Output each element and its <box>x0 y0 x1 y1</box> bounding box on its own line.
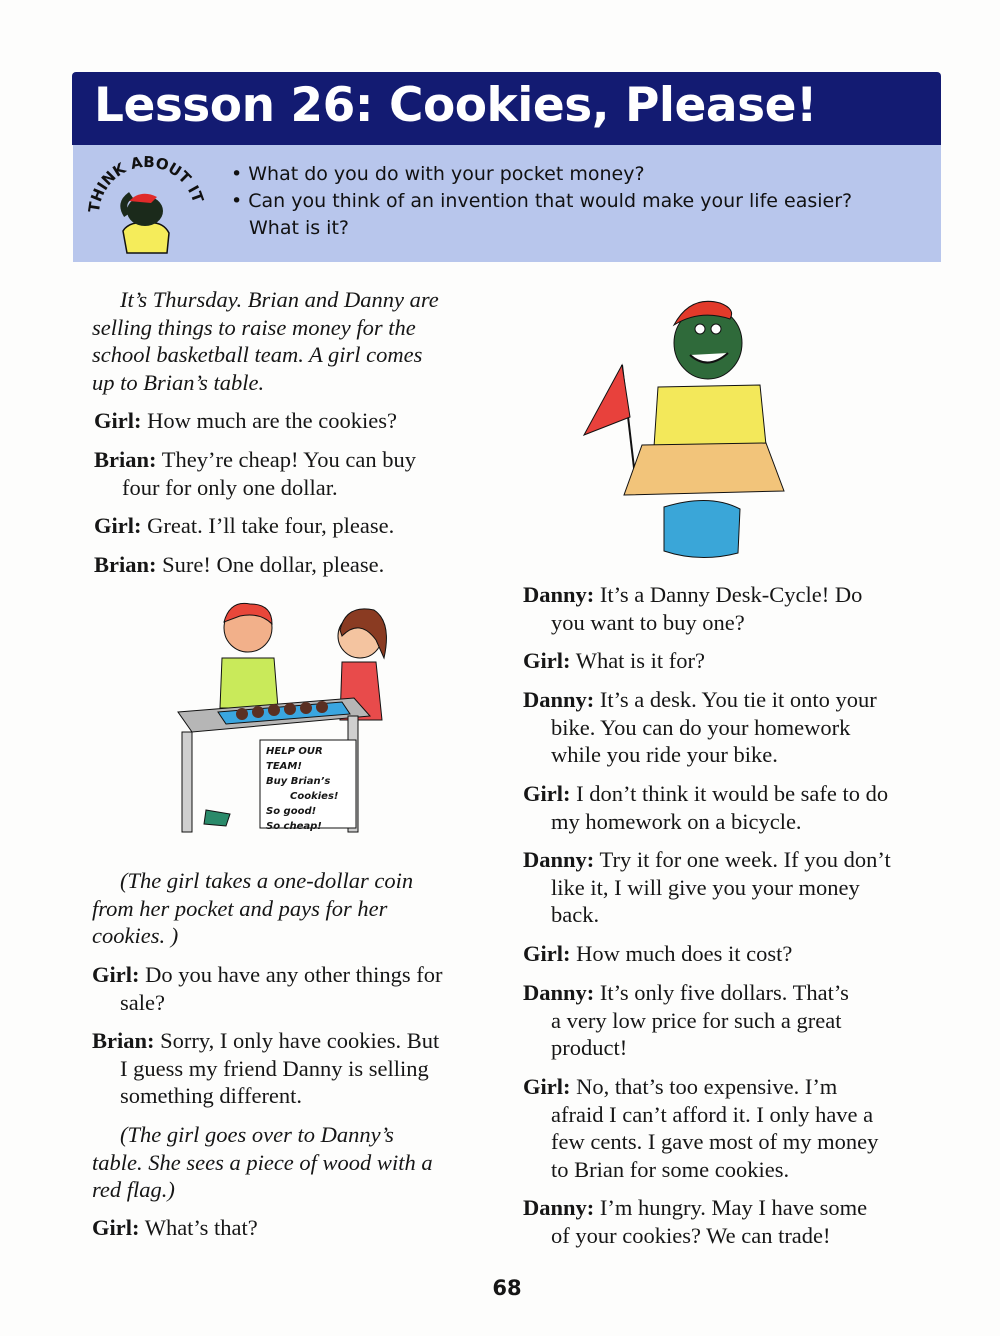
dialogue-line: Brian: They’re cheap! You can buy four for only one dollar. <box>94 447 417 500</box>
narration: (The girl goes over to Danny’s table. She sees a piece of wood with a red flag.) <box>92 1122 433 1202</box>
dialogue-line: Danny: Try it for one week. If you don’t like it, I will give you your money back. <box>523 847 891 927</box>
dialogue-line: Danny: It’s a desk. You tie it onto your bike. You can do your homework while you ride your bike. <box>523 687 877 767</box>
cookie-sign <box>266 744 360 834</box>
sign-line: Buy Brian’s <box>266 776 331 787</box>
sign-line: So cheap! <box>266 821 322 832</box>
dialogue-line: Danny: It’s only five dollars. That’s a very low price for such a great product! <box>523 980 849 1060</box>
discussion-questions <box>231 161 852 242</box>
svg-text:THINK ABOUT IT: THINK ABOUT IT <box>84 153 208 214</box>
dialogue-line: Girl: What’s that? <box>92 1215 258 1240</box>
dialogue-line: Girl: How much are the cookies? <box>94 408 398 433</box>
narration: (The girl takes a one-dollar coin from her pocket and pays for her cookies. ) <box>92 868 414 948</box>
dialogue-line: Danny: I’m hungry. May I have some of your cookies? We can trade! <box>523 1195 868 1248</box>
narration: It’s Thursday. Brian and Danny are selling things to raise money for the school basketball team. A girl comes up to Brian’s table. <box>92 287 439 395</box>
think-about-it-box <box>73 145 941 262</box>
dialogue-line: Danny: It’s a Danny Desk-Cycle! Do you want to buy one? <box>523 582 863 635</box>
dialogue-line: Girl: What is it for? <box>523 648 706 673</box>
sign-line: HELP OUR TEAM! <box>266 746 323 772</box>
dialogue-line: Girl: No, that’s too expensive. I’m afraid I can’t afford it. I only have a few cents. I gave most of my money to Brian for some cookies. <box>523 1074 879 1182</box>
lesson-header <box>72 72 941 145</box>
think-about-it-badge-icon <box>81 153 211 258</box>
question-2: • Can you think of an invention that would make your life easier? What is it? <box>231 188 852 242</box>
dialogue-line: Brian: Sorry, I only have cookies. But I guess my friend Danny is selling something different. <box>92 1028 440 1108</box>
dialogue-line: Girl: Great. I’ll take four, please. <box>94 513 395 538</box>
lesson-title: Lesson 26: Cookies, Please! <box>94 78 817 133</box>
dialogue-line: Girl: How much does it cost? <box>523 941 793 966</box>
sign-line: So good! <box>266 806 317 817</box>
dialogue-line: Girl: Do you have any other things for sale? <box>92 962 443 1015</box>
question-1: • What do you do with your pocket money? <box>231 161 852 188</box>
cookie-stand-illustration <box>170 600 400 850</box>
dialogue-line: Brian: Sure! One dollar, please. <box>94 552 385 577</box>
dialogue-line: Girl: I don’t think it would be safe to do my homework on a bicycle. <box>523 781 889 834</box>
desk-cycle-illustration <box>580 295 790 560</box>
page-number: 68 <box>492 1276 522 1300</box>
sign-line: Cookies! <box>290 791 339 802</box>
